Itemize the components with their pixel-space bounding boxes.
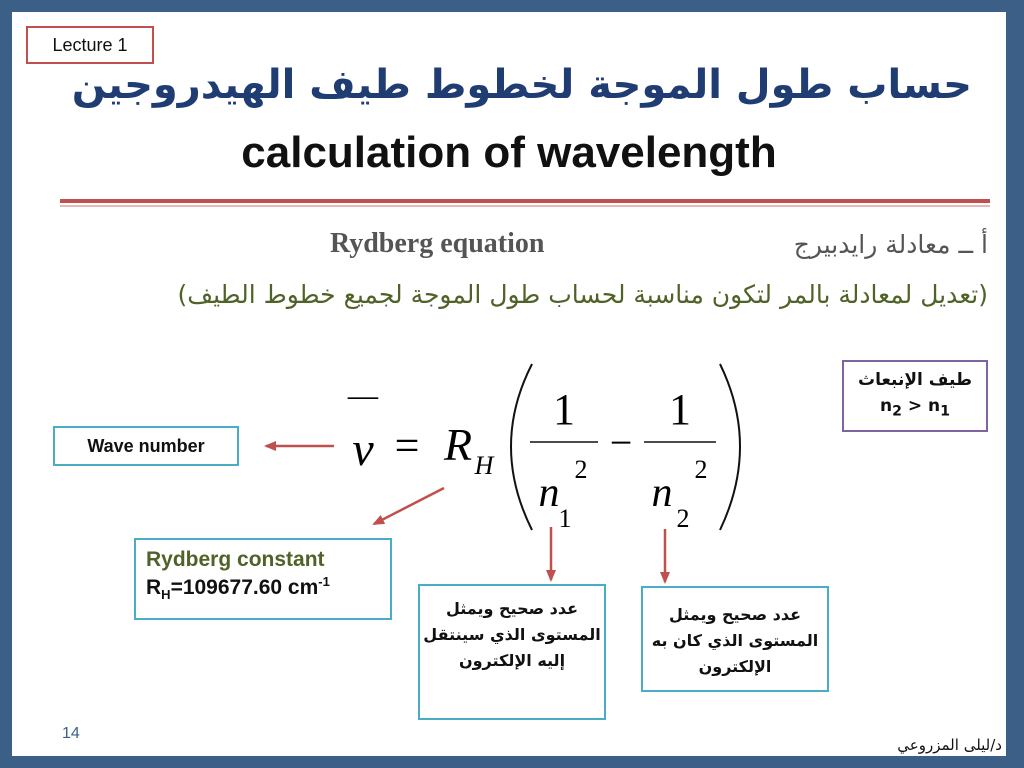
title-arabic: حساب طول الموجة لخطوط طيف الهيدروجين [71, 62, 972, 108]
right-parenthesis [720, 364, 740, 530]
author-credit: د/ليلى المزروعي [897, 736, 1002, 754]
emission-condition: $n_2 > n_1$ [879, 396, 951, 420]
nu-symbol: ν [352, 423, 374, 476]
arrow-to-rydberg-constant [374, 488, 444, 524]
section-heading-english: Rydberg equation [330, 228, 545, 259]
lecture-label: Lecture 1 [26, 26, 154, 64]
title-english: calculation of wavelength [241, 128, 777, 177]
n1-subscript: 1 [558, 504, 572, 533]
equals-sign: = [394, 421, 420, 470]
rydberg-constant-name: Rydberg constant [146, 548, 325, 571]
wave-number-label: Wave number [87, 435, 205, 456]
numerator-2: 1 [669, 385, 691, 434]
denominator-n1: n [538, 470, 560, 516]
n2-subscript: 2 [676, 504, 690, 533]
minus-sign: − [609, 420, 633, 465]
section-heading-arabic: أ ــ معادلة رايدبيرج [793, 230, 988, 259]
initial-level-note: عدد صحيح ويمثل المستوى الذي كان به الإلكترون [641, 586, 829, 692]
rydberg-equation [12, 12, 1006, 756]
rydberg-constant-value: $R_H=109677.60$ $cm^{-1}$ [146, 574, 330, 603]
emission-spectrum-title: طيف الإنبعاث [858, 370, 972, 390]
final-level-note: عدد صحيح ويمثل المستوى الذي سينتقل إليه الإلكترون [418, 584, 606, 720]
balmer-modification-note: (تعديل لمعادلة بالمر لتكون مناسبة لحساب طول الموجة لجميع خطوط الطيف) [177, 280, 988, 309]
numerator-1: 1 [553, 385, 575, 434]
page-number: 14 [62, 725, 80, 742]
n2-exponent: 2 [694, 455, 708, 484]
denominator-n2: n [651, 470, 673, 516]
rydberg-symbol: R [443, 419, 473, 470]
n1-exponent: 2 [574, 455, 588, 484]
nu-bar: — [347, 377, 379, 414]
rydberg-subscript: H [474, 451, 494, 480]
left-parenthesis [511, 364, 532, 530]
slide [12, 12, 1006, 756]
